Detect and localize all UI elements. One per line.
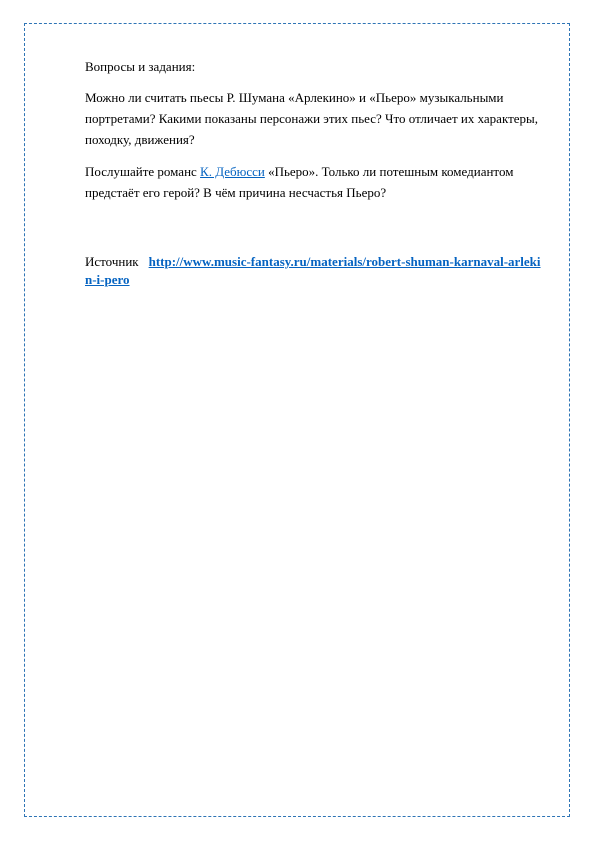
source-link[interactable]: http://www.music-fantasy.ru/materials/robert-shuman-karnaval-arlekin-i-pero xyxy=(85,254,541,287)
question-2-text-start: Послушайте романс xyxy=(85,164,201,179)
question-2 xyxy=(85,161,545,203)
section-heading: Вопросы и задания: xyxy=(85,59,196,74)
source-label: Источник xyxy=(85,254,139,269)
question-1: Можно ли считать пьесы Р. Шумана «Арлекино» и «Пьеро» музыкальными портретами? Какими показаны персонажи этих пьес? Что отличает их характеры, походку, движения? xyxy=(85,90,539,147)
source-line xyxy=(85,253,545,289)
document-body xyxy=(85,56,545,300)
debussy-link[interactable]: К. Дебюсси xyxy=(200,164,265,179)
question-2-text-end: «Пьеро». Только ли потешным комедиантом предстаёт его герой? В чём причина несчастья Пьеро? xyxy=(85,164,514,200)
